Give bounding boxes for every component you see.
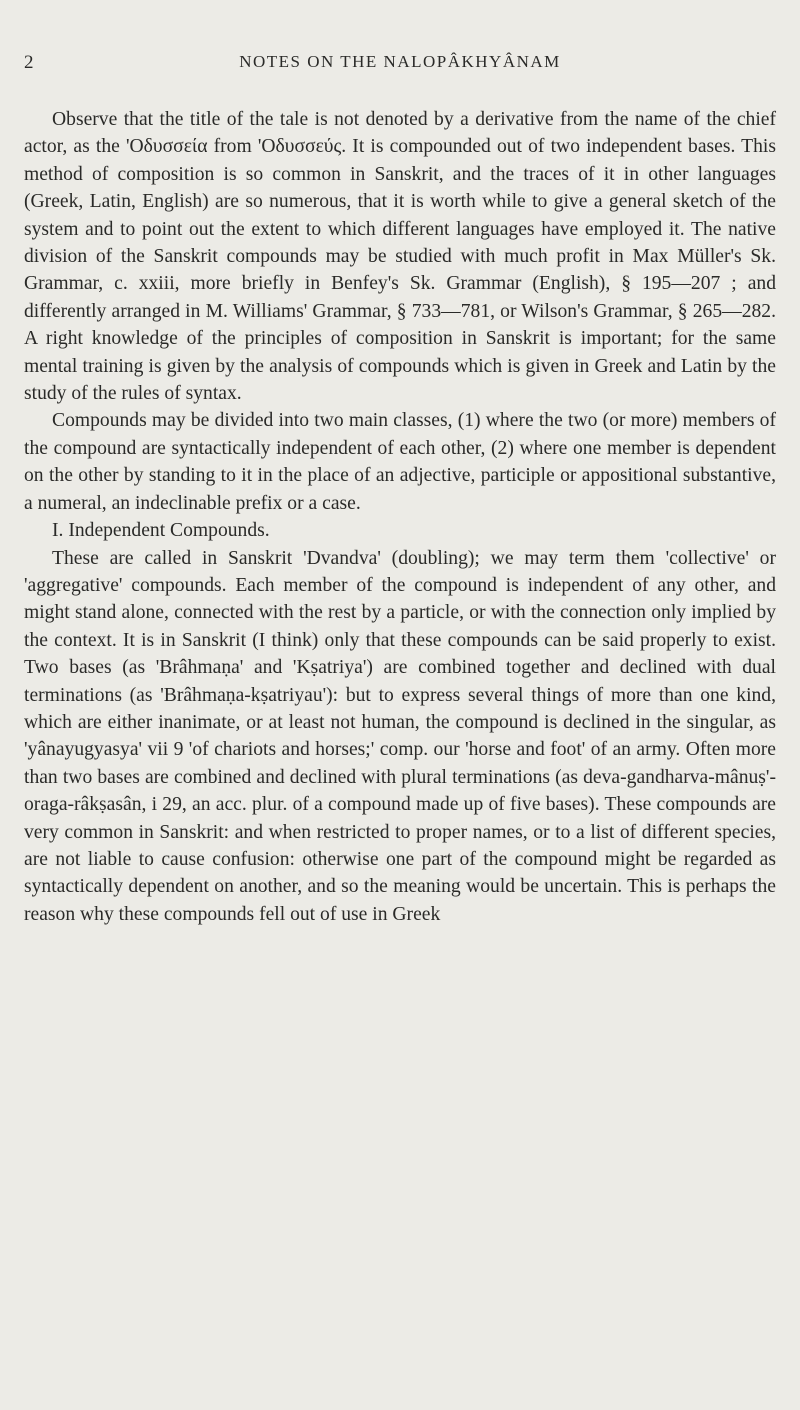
section-heading-independent-compounds: I. Independent Compounds. — [52, 520, 270, 542]
paragraph-compound-classes: Compounds may be divided into two main classes, (1) where the two (or more) members of the compound are syntactically independent of each other, (2) where one member is dependent on the other by standing to it in the place of an adjective, participle or appositional substantive, a numeral, an indeclinable prefix or a case. — [24, 410, 776, 514]
body-text — [24, 106, 776, 928]
running-title: NOTES ON THE NALOPÂKHYÂNAM — [239, 52, 561, 71]
page-header — [0, 52, 800, 82]
paragraph-dvandva: These are called in Sanskrit 'Dvandva' (doubling); we may term them 'collective' or 'aggregative' compounds. Each member of the compound is independent of any other, and might stand alone, connected with the rest by a particle, or with the connection only implied by the context. It is in Sanskrit (I think) only that these compounds can be said properly to exist. Two bases (as 'Brâhmaṇa' and 'Kṣatriya') are combined together and declined with dual terminations (as 'Brâhmaṇa-kṣatriyau'): but to express several things of more than one kind, which are either inanimate, or at least not human, the compound is declined in the singular, as 'yânayugyasya' vii 9 'of chariots and horses;' comp. our 'horse and foot' of an army. Often more than two bases are combined and declined with plural terminations (as deva-gandharva-mânuṣ'-oraga-râkṣasân, i 29, an acc. plur. of a compound made up of five bases). These compounds are very common in Sanskrit: and when restricted to proper names, or to a list of different species, are not liable to cause confusion: otherwise one part of the compound might be regarded as syntactically dependent on another, and so the meaning would be uncertain. This is perhaps the reason why these compounds fell out of use in Greek — [24, 547, 776, 925]
page-number: 2 — [24, 52, 34, 73]
paragraph-title-composition: Observe that the title of the tale is not denoted by a derivative from the name of the chief actor, as the 'Οδυσσεία from 'Οδυσσεύς. It is compounded out of two independent bases. This method of composition is so common in Sanskrit, and the traces of it in other languages (Greek, Latin, English) are so numerous, that it is worth while to give a general sketch of the system and to point out the extent to which different languages have employed it. The native division of the Sanskrit compounds may be studied with much profit in Max Müller's Sk. Grammar, c. xxiii, more briefly in Benfey's Sk. Grammar (English), § 195—207 ; and differently arranged in M. Williams' Grammar, § 733—781, or Wilson's Grammar, § 265—282. A right knowledge of the principles of composition in Sanskrit is important; for the same mental training is given by the analysis of compounds which is given in Greek and Latin by the study of the rules of syntax. — [24, 109, 776, 405]
